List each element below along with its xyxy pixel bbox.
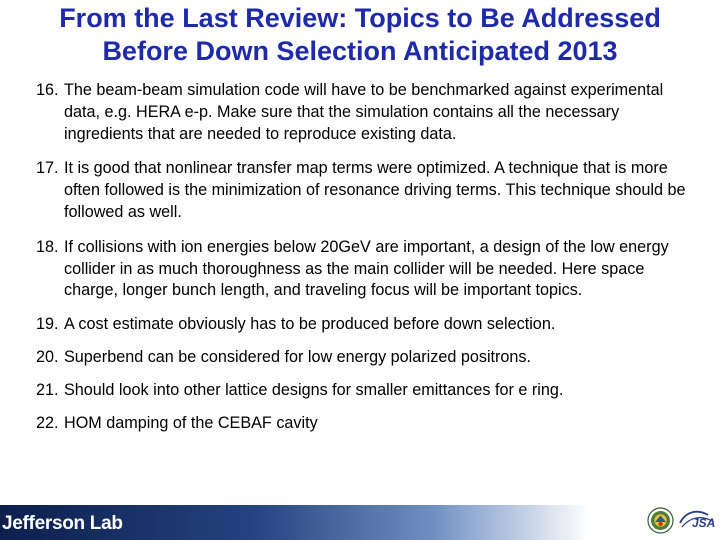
item-number: 20. [36, 347, 59, 366]
list-item [36, 237, 696, 302]
jsa-logo-text: JSA [692, 516, 716, 530]
list-item [36, 80, 696, 145]
list-item [36, 380, 696, 402]
slide-title-line-2: Before Down Selection Anticipated 2013 [102, 36, 618, 66]
item-number: 22. [36, 413, 59, 432]
item-number: 16. [36, 81, 59, 99]
doe-seal-icon [647, 507, 674, 534]
item-text: It is good that nonlinear transfer map terms were optimized. A technique that is more often followed is the minimization of resonance driving terms. This technique should be followed as well. [64, 159, 686, 221]
slide-title-line-1: From the Last Review: Topics to Be Addressed [59, 3, 661, 33]
list-item [36, 314, 696, 336]
item-number: 17. [36, 159, 59, 178]
item-text: A cost estimate obviously has to be produced before down selection. [64, 315, 556, 334]
item-text: Superbend can be considered for low energy polarized positrons. [64, 347, 532, 366]
item-text: The beam-beam simulation code will have to be benchmarked against experimental data, e.g. HERA e-p. Make sure that the simulation contains all the necessary ingredients that are needed to reproduce existing data. [64, 81, 664, 143]
jsa-logo-icon [678, 507, 718, 534]
item-text: HOM damping of the CEBAF cavity [64, 413, 318, 432]
item-number: 18. [36, 237, 59, 256]
item-text: Should look into other lattice designs for smaller emittances for e ring. [64, 380, 564, 399]
item-text: If collisions with ion energies below 20GeV are important, a design of the low energy collider in as much thoroughness as the main collider will be needed. Here space charge, longer bunch length, and traveling focus will be important topics. [64, 237, 669, 300]
topic-list [36, 80, 696, 434]
slide-title [0, 2, 720, 68]
item-number: 19. [36, 315, 59, 334]
item-number: 21. [36, 380, 59, 399]
list-item [36, 413, 696, 435]
list-item [36, 347, 696, 369]
list-item [36, 158, 696, 223]
jefferson-lab-logo: Jefferson Lab [2, 513, 123, 534]
